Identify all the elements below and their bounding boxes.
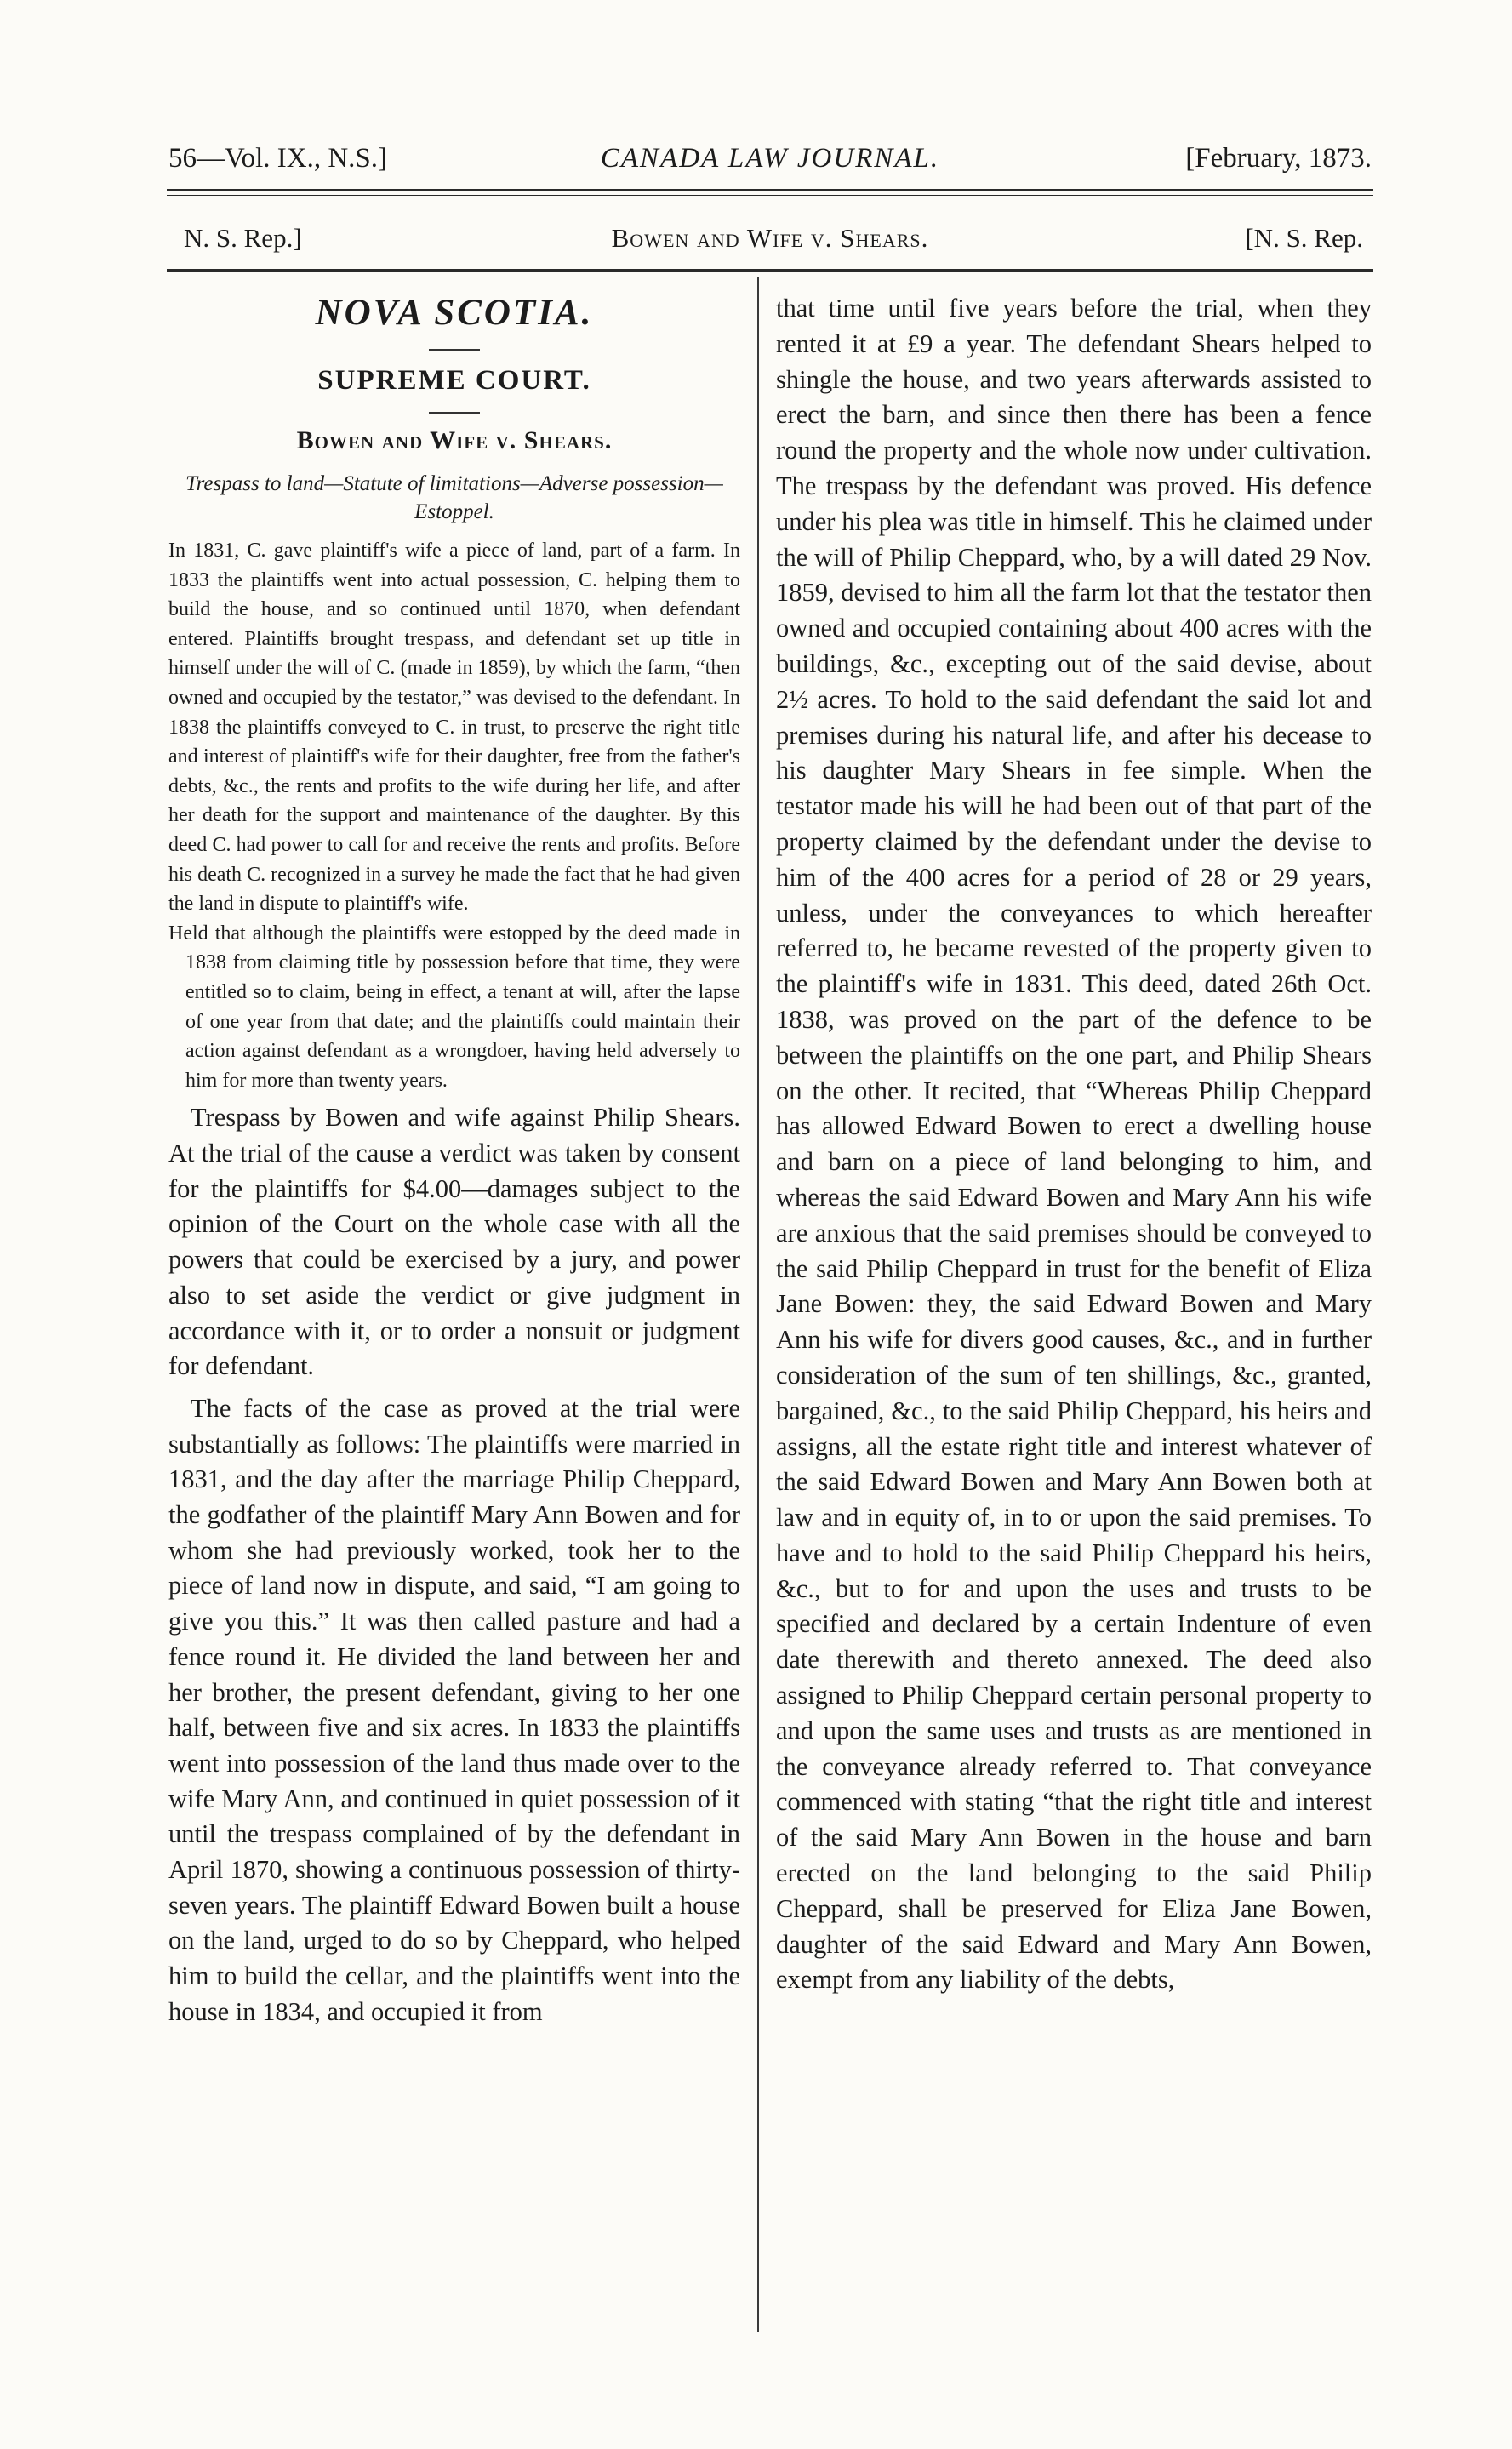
issue-date: [February, 1873. <box>1185 143 1372 174</box>
header-rule-thin <box>167 195 1373 196</box>
page-volume-label: 56—Vol. IX., N.S.] <box>168 143 387 174</box>
running-head <box>168 143 1372 184</box>
case-title-header: Bowen and Wife v. Shears. <box>611 223 929 253</box>
case-name: Bowen and Wife v. Shears. <box>296 426 613 454</box>
column-divider <box>757 277 759 2332</box>
header-rule-thick <box>167 189 1373 191</box>
court-name: SUPREME COURT. <box>317 365 591 396</box>
headnote-held: Held that although the plaintiffs were estopped by the deed made in 1838 from claiming title by possession before that time, they were entitled so to claim, being in effect, a tenant at will, after the lapse of one year from that date; and the plaintiffs could maintain their action against defendant as a wrongdoer, having held adversely to him for more than twenty years. <box>168 922 740 1092</box>
title-divider <box>429 349 480 351</box>
opinion-body-left <box>168 1100 740 2029</box>
report-series-right: [N. S. Rep. <box>1245 223 1363 253</box>
paragraph: that time until five years before the trial, when they rented it at £9 a year. The defendant Shears helped to shingle the house, and two years afterwards assisted to erect the barn, and since then there has been a fence round the property and the whole now under cultivation. The trespass by the defendant was proved. His defence under his plea was title in himself. This he claimed under the will of Philip Cheppard, who, by a will dated 29 Nov. 1859, devised to him all the farm lot that the testator then owned and occupied containing about 400 acres with the buildings, &c., excepting out of the said devise, about 2½ acres. To hold to the said defendant the said lot and premises during his natural life, and after his decease to his daughter Mary Shears in fee simple. When the testator made his will he had been out of that part of the property claimed by the defendant under the devise to him of the 400 acres for a period of 28 or 29 years, unless, under the conveyances to which hereafter referred to, he became revested of the property given to the plaintiff's wife in 1831. This deed, dated 26th Oct. 1838, was proved on the part of the defence to be between the plaintiffs on the one part, and Philip Shears on the other. It recited, that “Whereas Philip Cheppard has allowed Edward Bowen to erect a dwelling house and barn on a piece of land belonging to him, and whereas the said Edward Bowen and Mary Ann his wife are anxious that the said premises should be conveyed to the said Philip Cheppard in trust for the benefit of Eliza Jane Bowen: they, the said Edward Bowen and Mary Ann his wife for divers good causes, &c., and in further consideration of the sum of ten shillings, &c., granted, bargained, &c., to the said Philip Cheppard, his heirs and assigns, all the estate right title and interest whatever of the said Edward Bowen and Mary Ann Bowen both at law and in equity of, in to or upon the said premises. To have and to hold to the said Philip Cheppard his heirs, &c., but to for and upon the uses and trusts to be specified and declared by a certain Indenture of even date therewith and thereto annexed. The deed also assigned to Philip Cheppard certain personal property to and upon the same uses and trusts as are mentioned in the conveyance already referred to. That conveyance commenced with stating “that the right title and interest of the said Mary Ann Bowen in the house and barn erected on the land belonging to the said Philip Cheppard, shall be preserved for Eliza Jane Bowen, daughter of the said Edward and Mary Ann Bowen, exempt from any liability of the debts, <box>776 294 1372 1995</box>
left-column <box>168 286 740 2037</box>
opinion-body-right <box>776 291 1372 1998</box>
case-subhead <box>168 223 1372 260</box>
paragraph: The facts of the case as proved at the trial were substantially as follows: The plaintiffs were married in 1831, and the day after the marriage Philip Cheppard, the godfather of the plaintiff Mary Ann Bowen and for whom she had previously worked, took her to the piece of land now in dispute, and said, “I am going to give you this.” It was then called pasture and had a fence round it. He divided the land between her and her brother, the present defendant, giving to her one half, between five and six acres. In 1833 the plaintiffs went into possession of the land thus made over to the wife Mary Ann, and continued in quiet possession of it until the trespass complained of by the defendant in April 1870, showing a continuous possession of thirty-seven years. The plaintiff Edward Bowen built a house on the land, urged to do so by Cheppard, who helped him to build the cellar, and the plaintiffs went into the house in 1834, and occupied it from <box>168 1393 740 2026</box>
headnote-facts: In 1831, C. gave plaintiff's wife a piece of land, part of a farm. In 1833 the plaintiffs went into actual possession, C. helping them to build the house, and so continued until 1870, when defendant entered. Plaintiffs brought trespass, and defendant set up title in himself under the will of C. (made in 1859), by which the farm, “then owned and occupied by the testator,” was devised to the defendant. In 1838 the plaintiffs conveyed to C. in trust, to preserve the right title and interest of plaintiff's wife for their daughter, free from the father's debts, &c., the rents and profits to the wife during her life, and after her death for the support and maintenance of the daughter. By this deed C. had power to call for and receive the rents and profits. Before his death C. recognized in a survey he made the fact that he had given the land in dispute to plaintiff's wife. <box>168 539 740 916</box>
subhead-rule <box>167 269 1373 272</box>
court-province-title: NOVA SCOTIA. <box>315 293 594 333</box>
headnote <box>168 536 740 1095</box>
court-divider <box>429 412 480 414</box>
paragraph: Trespass by Bowen and wife against Philip Shears. At the trial of the cause a verdict was taken by consent for the plaintiffs for $4.00—damages subject to the opinion of the Court on the whole case with all the powers that could be exercised by a jury, and power also to set aside the verdict or give judgment in accordance with it, or to order a nonsuit or judgment for defendant. <box>168 1103 740 1381</box>
report-series-left: N. S. Rep.] <box>184 223 302 253</box>
catchwords: Trespass to land—Statute of limitations—Adverse possession—Estoppel. <box>185 472 723 523</box>
journal-title: CANADA LAW JOURNAL. <box>600 143 940 174</box>
right-column <box>776 286 1372 2005</box>
